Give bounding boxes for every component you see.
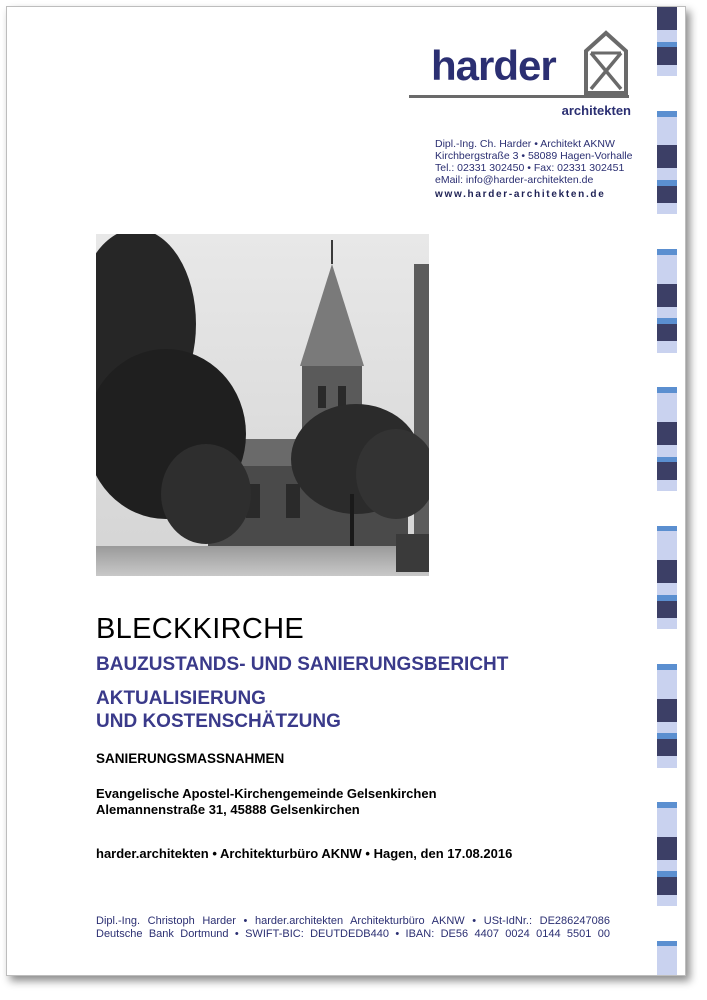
stripe-block — [657, 462, 677, 479]
stripe-block — [657, 30, 677, 42]
stripe-block — [657, 307, 677, 319]
stripe-block — [657, 220, 677, 237]
document-subtitle: BAUZUSTANDS- UND SANIERUNGSBERICHT — [96, 654, 509, 675]
stripe-block — [657, 808, 677, 825]
stripe-block — [657, 428, 677, 445]
client-address: Alemannenstraße 31, 45888 Gelsenkirchen — [96, 802, 360, 817]
stripe-block — [657, 324, 677, 341]
stripe-block — [657, 376, 677, 388]
footer-bank-line: Deutsche Bank Dortmund • SWIFT-BIC: DEUTDEDB440 • IBAN: DE56 4407 0024 0144 5501 00 — [96, 928, 610, 940]
stripe-block — [657, 964, 677, 976]
contact-email: eMail: info@harder-architekten.de — [435, 174, 594, 186]
stripe-block — [657, 756, 677, 768]
stripe-block — [657, 514, 677, 526]
document-update-heading — [96, 687, 341, 733]
stripe-block — [657, 566, 677, 583]
footer — [96, 915, 610, 941]
stripe-block — [657, 497, 677, 514]
contact-website: www.harder-architekten.de — [435, 189, 606, 200]
stripe-block — [657, 877, 677, 894]
stripe-block — [657, 117, 677, 134]
stripe-block — [657, 929, 677, 941]
stripe-block — [657, 255, 677, 272]
stripe-block — [657, 82, 677, 99]
stripe-block — [657, 238, 677, 250]
stripe-block — [657, 99, 677, 111]
stripe-block — [657, 722, 677, 734]
stripe-block — [657, 134, 677, 146]
stripe-block — [657, 601, 677, 618]
stripe-block — [657, 652, 677, 664]
update-heading-line-2: UND KOSTENSCHÄTZUNG — [96, 711, 341, 732]
company-logo — [405, 29, 635, 124]
stripe-block — [657, 47, 677, 64]
stripe-block — [657, 670, 677, 687]
stripe-block — [657, 946, 677, 963]
stripe-block — [657, 151, 677, 168]
stripe-block — [657, 359, 677, 376]
office-date-line: harder.architekten • Architekturbüro AKNW • Hagen, den 17.08.2016 — [96, 846, 513, 861]
stripe-block — [657, 583, 677, 595]
stripe-block — [657, 825, 677, 837]
stripe-block — [657, 289, 677, 306]
church-photo — [96, 234, 429, 576]
document-page — [6, 6, 686, 976]
stripe-block — [657, 912, 677, 929]
client-name: Evangelische Apostel-Kirchengemeinde Gelsenkirchen — [96, 786, 437, 801]
footer-company-line: Dipl.-Ing. Christoph Harder • harder.architekten Architekturbüro AKNW • USt-IdNr.: DE286247086 — [96, 915, 610, 927]
contact-address: Kirchbergstraße 3 • 58089 Hagen-Vorhalle — [435, 150, 633, 162]
document-title: BLECKKIRCHE — [96, 613, 304, 645]
stripe-block — [657, 791, 677, 803]
stripe-block — [657, 341, 677, 353]
stripe-block — [657, 843, 677, 860]
stripe-block — [657, 272, 677, 284]
contact-block — [435, 138, 631, 201]
contact-name: Dipl.-Ing. Ch. Harder • Architekt AKNW — [435, 138, 615, 150]
logo-wordmark: harder — [431, 42, 556, 89]
update-heading-line-1: AKTUALISIERUNG — [96, 688, 266, 709]
stripe-block — [657, 687, 677, 699]
stripe-block — [657, 549, 677, 561]
stripe-block — [657, 895, 677, 907]
stripe-block — [657, 186, 677, 203]
decorative-stripe — [657, 7, 677, 975]
stripe-block — [657, 531, 677, 548]
stripe-block — [657, 480, 677, 492]
house-logo-icon — [583, 29, 629, 95]
stripe-block — [657, 860, 677, 872]
stripe-block — [657, 168, 677, 180]
stripe-block — [657, 410, 677, 422]
measures-heading: SANIERUNGSMASSNAHMEN — [96, 751, 285, 766]
stripe-block — [657, 203, 677, 215]
stripe-block — [657, 393, 677, 410]
stripe-block — [657, 739, 677, 756]
stripe-block — [657, 13, 677, 30]
stripe-block — [657, 618, 677, 630]
stripe-block — [657, 445, 677, 457]
logo-underline — [409, 95, 629, 98]
stripe-block — [657, 635, 677, 652]
stripe-block — [657, 704, 677, 721]
client-block — [96, 786, 437, 818]
stripe-block — [657, 65, 677, 77]
logo-subtitle: architekten — [561, 103, 631, 118]
stripe-block — [657, 773, 677, 790]
contact-phone: Tel.: 02331 302450 • Fax: 02331 302451 — [435, 162, 625, 174]
